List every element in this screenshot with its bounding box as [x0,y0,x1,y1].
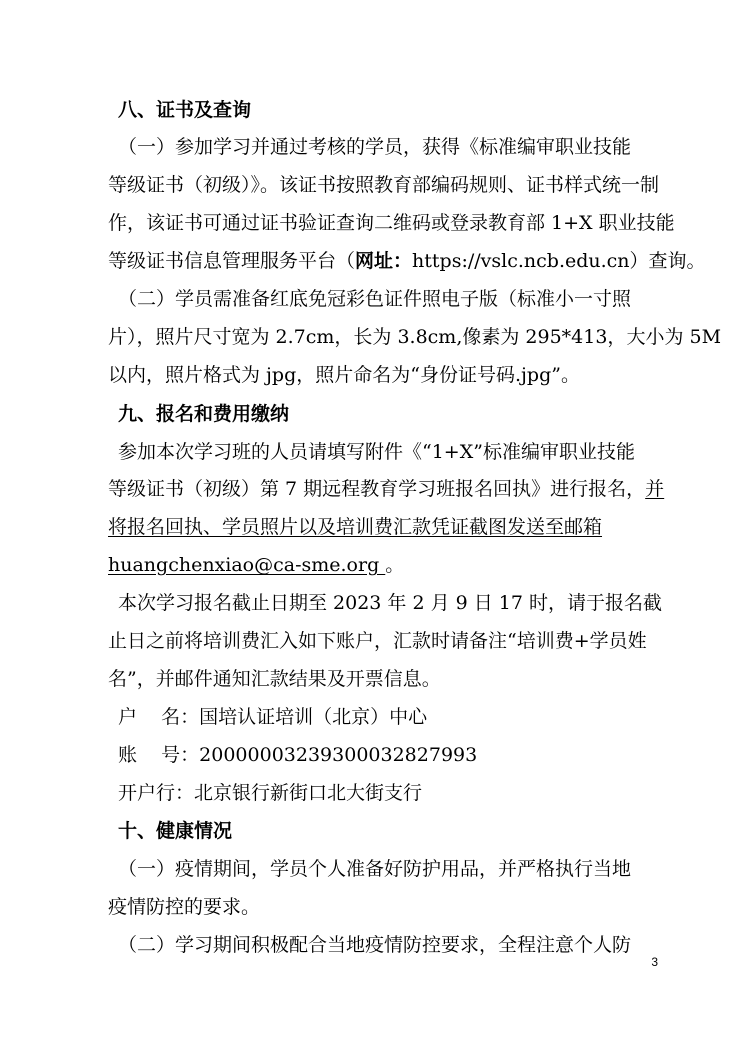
paragraph-line: （二）学习期间积极配合当地疫情防控要求，全程注意个人防 [118,934,632,956]
paragraph-text: 等级证书（初级）第 7 期远程教育学习班报名回执》进行报名， [108,478,646,500]
paragraph-line: 等级证书（初级）》。该证书按照教育部编码规则、证书样式统一制 [108,174,660,196]
paragraph-line [108,249,740,273]
paragraph-text: 。 [385,554,405,576]
paragraph-line [108,553,740,577]
page-number: 3 [651,955,658,969]
paragraph-line: （二）学员需准备红底免冠彩色证件照电子版（标准小一寸照 [118,288,632,310]
section-heading-certificate: 八、证书及查询 [118,99,252,121]
account-name-label: 户 名： [118,706,200,728]
paragraph-line: 止日之前将培训费汇入如下账户，汇款时请备注“培训费+学员姓 [108,630,647,652]
email-link[interactable]: huangchenxiao@ca-sme.org [108,554,386,576]
paragraph-line: （一）参加学习并通过考核的学员，获得《标准编审职业技能 [118,136,632,158]
paragraph-text: 等级证书信息管理服务平台（ [108,250,356,272]
website-label: 网址： [355,250,413,272]
paragraph-line [108,477,740,501]
bank-label: 开户行： [118,782,195,804]
account-number-value: 20000003239300032827993 [199,744,478,766]
account-name-value: 国培认证培训（北京）中心 [199,706,428,728]
paragraph-line: 疫情防控的要求。 [108,896,261,918]
account-number-row [118,743,740,767]
bank-row [118,781,740,805]
paragraph-line: 名”，并邮件通知汇款结果及开票信息。 [108,668,441,690]
paragraph-line: 作，该证书可通过证书验证查询二维码或登录教育部 1+X 职业技能 [108,212,675,234]
section-heading-registration: 九、报名和费用缴纳 [118,403,290,425]
underlined-text: 并 [645,478,665,500]
account-name-row [118,705,740,729]
paragraph-line: 以内，照片格式为 jpg，照片命名为“身份证号码.jpg”。 [108,364,580,386]
bank-value: 北京银行新街口北大街支行 [194,782,423,804]
website-link[interactable]: https://vslc.ncb.edu.cn）查询。 [412,250,706,272]
paragraph-line: （一）疫情期间，学员个人准备好防护用品，并严格执行当地 [118,858,632,880]
account-number-label: 账 号： [118,744,200,766]
paragraph-line: 参加本次学习班的人员请填写附件《“1+X”标准编审职业技能 [118,441,635,463]
paragraph-line: 片），照片尺寸宽为 2.7cm，长为 3.8cm,像素为 295*413，大小为 5M [108,326,722,348]
paragraph-line: 本次学习报名截止日期至 2023 年 2 月 9 日 17 时，请于报名截 [118,592,663,614]
underlined-text: 将报名回执、学员照片以及培训费汇款凭证截图发送至邮箱 [108,516,603,538]
section-heading-health: 十、健康情况 [118,820,233,842]
